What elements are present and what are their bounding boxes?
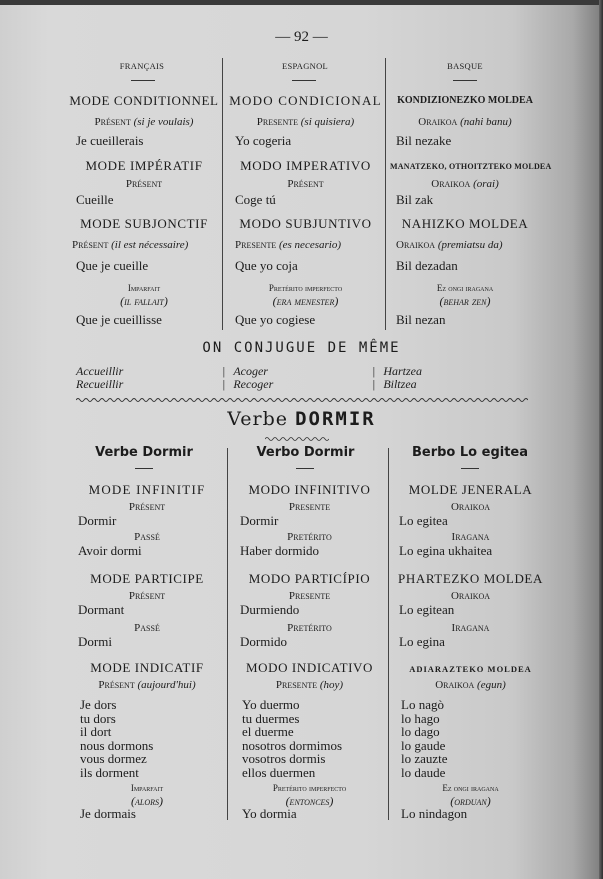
mode-heading: MODO SUBJUNTIVO [239, 216, 372, 231]
tense-label: Présent [128, 590, 166, 602]
mode-heading: MODE INDICATIF [90, 660, 204, 675]
conjugation-list [242, 698, 342, 779]
verb-form: vous dormez [80, 751, 147, 766]
verb-title: Verbe DORMIR [227, 408, 376, 430]
verb-form: Bil nezan [396, 312, 446, 327]
page-number: — 92 — [275, 29, 328, 45]
mode-heading: PHARTEZKO MOLDEA [398, 571, 543, 586]
header-rule [453, 80, 477, 81]
mode-heading: MANATZEKO, OTHOITZTEKO MOLDEA [390, 162, 552, 171]
verb-form: Que yo coja [235, 258, 298, 273]
header-rule [296, 468, 314, 469]
verb-form: vosotros dormis [242, 751, 326, 766]
column-header-french: FRANÇAIS [119, 61, 165, 71]
mode-heading: MODO PARTICÍPIO [248, 571, 371, 586]
mode-heading: MODE CONDITIONNEL [69, 93, 219, 108]
verb-form: Je dormais [80, 806, 136, 821]
mode-heading: MOLDE JENERALA [408, 482, 533, 497]
verb-form: ellos duermen [242, 764, 316, 780]
synonym: Hartzea [383, 364, 422, 378]
tense-label: Oraikoa [450, 590, 491, 602]
verb-form: Lo nindagon [401, 806, 468, 821]
tense-label: Pretérito [287, 622, 332, 634]
synonym: Acoger [233, 364, 268, 378]
header-rule [292, 80, 316, 81]
tense-gloss: (il fallait) [120, 294, 168, 308]
tense-label: Pretérito [287, 531, 332, 543]
verb-form: Dormant [78, 602, 125, 617]
tense-label: Presente [288, 590, 331, 602]
tense-label: Presente (si quisiera) [256, 116, 355, 128]
verb-form: Haber dormido [240, 543, 320, 558]
verb-form: il dort [80, 724, 112, 739]
french-synonyms [76, 365, 123, 391]
tense-label: Presente [288, 501, 331, 513]
tense-label: Ez ongi iragana [442, 783, 499, 793]
verb-form: tu dors [80, 710, 116, 726]
tense-label: Oraikoa (nahi banu) [418, 116, 512, 128]
tense-label: Passé [134, 531, 160, 543]
verb-form: Lo egina ukhaitea [399, 543, 493, 558]
tense-label: Présent (aujourd'hui) [98, 679, 196, 691]
column-header-basque: BASQUE [447, 61, 483, 71]
verb-form: lo dago [401, 724, 440, 739]
tense-label: Présent [128, 501, 166, 513]
synonym: Biltzea [383, 377, 417, 391]
mode-heading: MODE SUBJONCTIF [80, 216, 208, 231]
verb-form: Dormir [240, 513, 279, 528]
verb-form: el duerme [242, 724, 294, 739]
tense-label: Ez ongi iragana [436, 283, 494, 293]
tense-label: Passé [134, 622, 160, 634]
verb-form: nous dormons [80, 737, 154, 753]
verb-form: Cueille [76, 192, 114, 207]
verb-form: lo daude [401, 764, 446, 780]
conjugate-same-heading: ON CONJUGUE DE MÊME [202, 340, 401, 356]
tense-label: Iragana [451, 531, 490, 543]
mode-heading: ADIARAZTEKO MOLDEA [409, 664, 532, 674]
verb-form: Lo egitea [399, 513, 448, 528]
tense-gloss: (behar zen) [439, 294, 491, 308]
tense-gloss: (alors) [131, 794, 163, 808]
scan-top-edge [0, 0, 603, 5]
verb-form: lo gaude [401, 737, 446, 753]
tense-label: Imparfait [130, 783, 164, 793]
scan-right-edge [599, 0, 603, 879]
basque-synonyms: | Hartzea | Biltzea [372, 364, 422, 391]
tense-label: Oraikoa [450, 501, 491, 513]
tense-label: Présent (il est nécessaire) [72, 239, 189, 251]
tense-label: Pretérito imperfecto [272, 783, 347, 793]
header-rule [461, 468, 479, 469]
verb-form: tu duermes [242, 710, 300, 726]
french-verb-header: Verbe Dormir [95, 445, 193, 460]
wavy-divider [76, 397, 528, 403]
tense-gloss: (entonces) [285, 794, 334, 808]
column-divider [385, 58, 386, 330]
verb-form: Dormir [78, 513, 117, 528]
tense-gloss: (orduan) [450, 794, 491, 808]
mode-heading: MODO IMPERATIVO [240, 158, 371, 173]
column-header-spanish: ESPAGNOL [281, 61, 328, 71]
column-divider [227, 448, 228, 820]
mode-heading: MODO INDICATIVO [245, 660, 374, 675]
mode-heading: MODE PARTICIPE [90, 571, 204, 586]
mode-heading: MODE INFINITIF [88, 482, 206, 497]
spanish-verb-header: Verbo Dormir [256, 445, 355, 460]
tense-label: Presente (es necesario) [235, 239, 341, 251]
tense-label: Oraikoa (orai) [431, 178, 499, 190]
tense-label: Oraikoa (egun) [435, 679, 506, 691]
verb-form: ils dorment [80, 764, 139, 780]
verb-form: Lo egitean [399, 602, 455, 617]
mode-heading: MODO CONDICIONAL [229, 93, 382, 108]
verb-form: Que yo cogiese [235, 312, 316, 327]
verb-form: Coge tú [235, 192, 276, 207]
mode-heading: NAHIZKO MOLDEA [401, 216, 529, 231]
synonym: Recueillir [76, 377, 124, 391]
verb-form: Lo egina [399, 634, 445, 649]
synonym: Accueillir [76, 364, 124, 378]
verb-form: nosotros dormimos [242, 737, 343, 753]
tense-label: Présent [287, 178, 324, 190]
verb-form: Avoir dormi [78, 543, 142, 558]
tense-label: Présent (si je voulais) [94, 116, 194, 128]
tense-gloss: (era menester) [272, 294, 339, 308]
header-rule [135, 468, 153, 469]
spanish-synonyms: | Acoger | Recoger [222, 364, 274, 391]
verb-form: Dormi [78, 634, 112, 649]
verb-form: Yo dormia [242, 806, 297, 821]
mode-heading: MODE IMPÉRATIF [85, 158, 203, 173]
tense-label: Présent [125, 178, 163, 190]
title-wavy-underline [265, 436, 329, 442]
verb-form: lo hago [401, 710, 440, 726]
verb-form: Que je cueille [76, 258, 149, 273]
tense-label: Imparfait [127, 283, 161, 293]
verb-form: lo zauzte [401, 751, 448, 766]
tense-label: Iragana [451, 622, 490, 634]
verb-form: Lo nagò [401, 697, 444, 712]
verb-form: Durmiendo [240, 602, 300, 617]
verb-form: Bil zak [396, 192, 434, 207]
verb-form: Je cueillerais [76, 133, 144, 148]
verb-form: Yo duermo [242, 697, 300, 712]
verb-form: Dormido [240, 634, 287, 649]
column-divider [388, 448, 389, 820]
column-divider [222, 58, 223, 330]
conjugation-list [401, 698, 448, 779]
verb-form: Je dors [80, 697, 117, 712]
tense-label: Oraikoa (premiatsu da) [396, 239, 503, 251]
verb-form: Bil nezake [396, 133, 452, 148]
basque-verb-header: Berbo Lo egitea [411, 445, 529, 460]
tense-label: Presente (hoy) [275, 679, 344, 691]
mode-heading: MODO INFINITIVO [248, 482, 371, 497]
mode-heading: KONDIZIONEZKO MOLDEA [397, 95, 533, 106]
verb-form: Yo cogeria [235, 133, 292, 148]
synonym: Recoger [233, 377, 274, 391]
conjugation-list [80, 698, 153, 779]
verb-form: Bil dezadan [396, 258, 458, 273]
verb-form: Que je cueillisse [76, 312, 162, 327]
tense-label: Pretérito imperfecto [268, 283, 343, 293]
header-rule [131, 80, 155, 81]
